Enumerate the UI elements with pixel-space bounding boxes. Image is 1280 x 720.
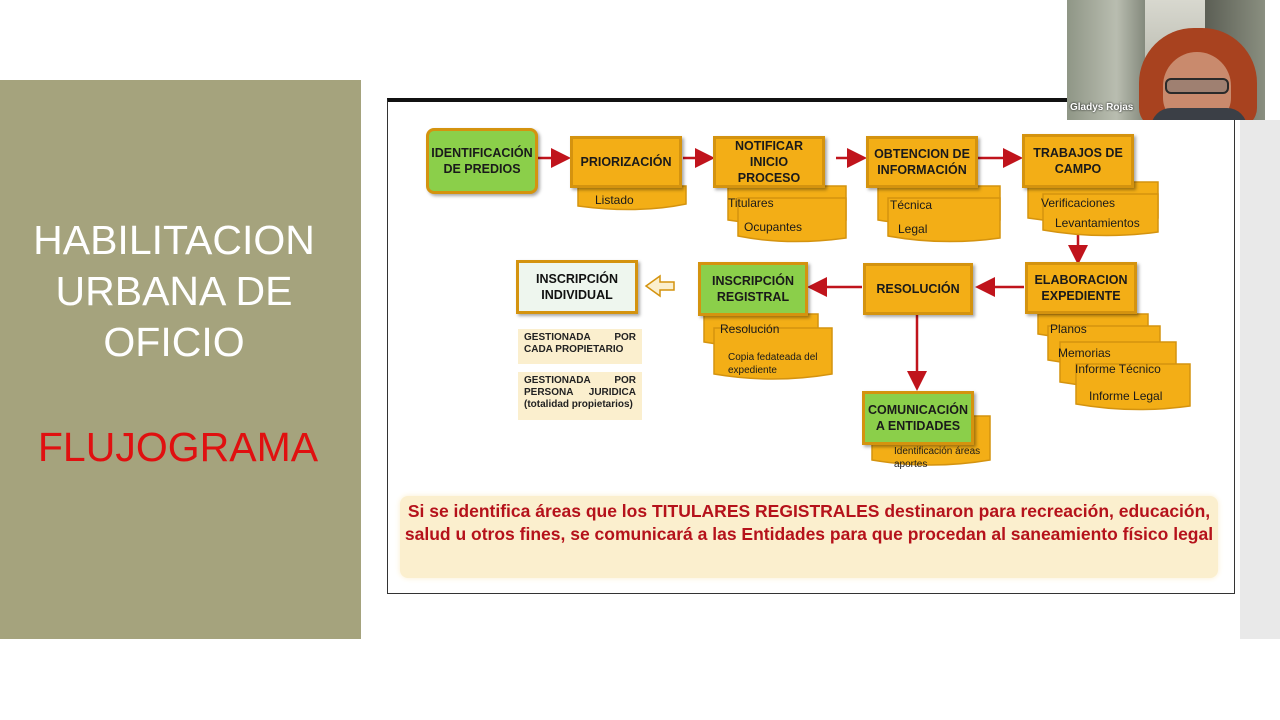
doc-planos: Planos — [1050, 322, 1087, 336]
presentation-subtitle: FLUJOGRAMA — [37, 424, 319, 470]
flowchart-slide — [387, 98, 1235, 594]
doc-levantamientos: Levantamientos — [1055, 216, 1140, 230]
doc-memorias: Memorias — [1058, 346, 1111, 360]
node-priorizacion: PRIORIZACIÓN — [570, 136, 682, 188]
doc-resolucion: Resolución — [720, 322, 780, 336]
title-line-3: OFICIO — [103, 319, 245, 365]
presentation-title — [0, 215, 348, 368]
node-trabajos-de-campo: TRABAJOS DE CAMPO — [1022, 134, 1134, 188]
doc-tecnica: Técnica — [890, 198, 933, 212]
title-line-2: URBANA DE — [55, 268, 293, 314]
banner-highlight: TITULARES REGISTRALES — [651, 501, 880, 521]
doc-verificaciones: Verificaciones — [1041, 196, 1116, 210]
node-inscripcion-individual: INSCRIPCIÓN INDIVIDUAL — [516, 260, 638, 314]
doc-ocupantes: Ocupantes — [744, 220, 803, 234]
doc-listado: Listado — [595, 193, 634, 207]
node-elaboracion-expediente: ELABORACION EXPEDIENTE — [1025, 262, 1137, 314]
doc-legal: Legal — [898, 222, 928, 236]
title-line-1: HABILITACION — [33, 217, 315, 263]
note-persona-juridica: GESTIONADA POR PERSONA JURIDICA (totalidad propietarios) — [518, 372, 642, 420]
node-inscripcion-registral: INSCRIPCIÓN REGISTRAL — [698, 262, 808, 316]
doc-informe-tecnico: Informe Técnico — [1075, 362, 1161, 376]
doc-identificacion-areas: Identificación áreas aportes — [894, 446, 981, 470]
info-banner: Si se identifica áreas que los TITULARES REGISTRALES destinaron para recreación, educación, salud u otros fines, se comunicará a las Entidades para que procedan al saneamiento físico legal — [400, 496, 1218, 578]
doc-copia-fedateada: Copia fedateada del expediente — [728, 352, 818, 376]
note-cada-propietario: GESTIONADA POR CADA PROPIETARIO — [518, 329, 642, 364]
node-notificar-inicio-proceso: NOTIFICAR INICIO PROCESO — [713, 136, 825, 188]
doc-titulares: Titulares — [728, 196, 774, 210]
node-resolucion: RESOLUCIÓN — [863, 263, 973, 315]
hollow-arrow-icon — [646, 276, 674, 296]
node-comunicacion-entidades: COMUNICACIÓN A ENTIDADES — [862, 391, 974, 445]
doc-informe-legal: Informe Legal — [1089, 389, 1163, 403]
scroll-area — [1240, 120, 1280, 639]
node-identificacion-predios: IDENTIFICACIÓN DE PREDIOS — [426, 128, 538, 194]
node-obtencion-informacion: OBTENCION DE INFORMACIÓN — [866, 136, 978, 188]
participant-video-tile[interactable] — [1067, 0, 1265, 120]
participant-name: Gladys Rojas — [1070, 102, 1134, 113]
